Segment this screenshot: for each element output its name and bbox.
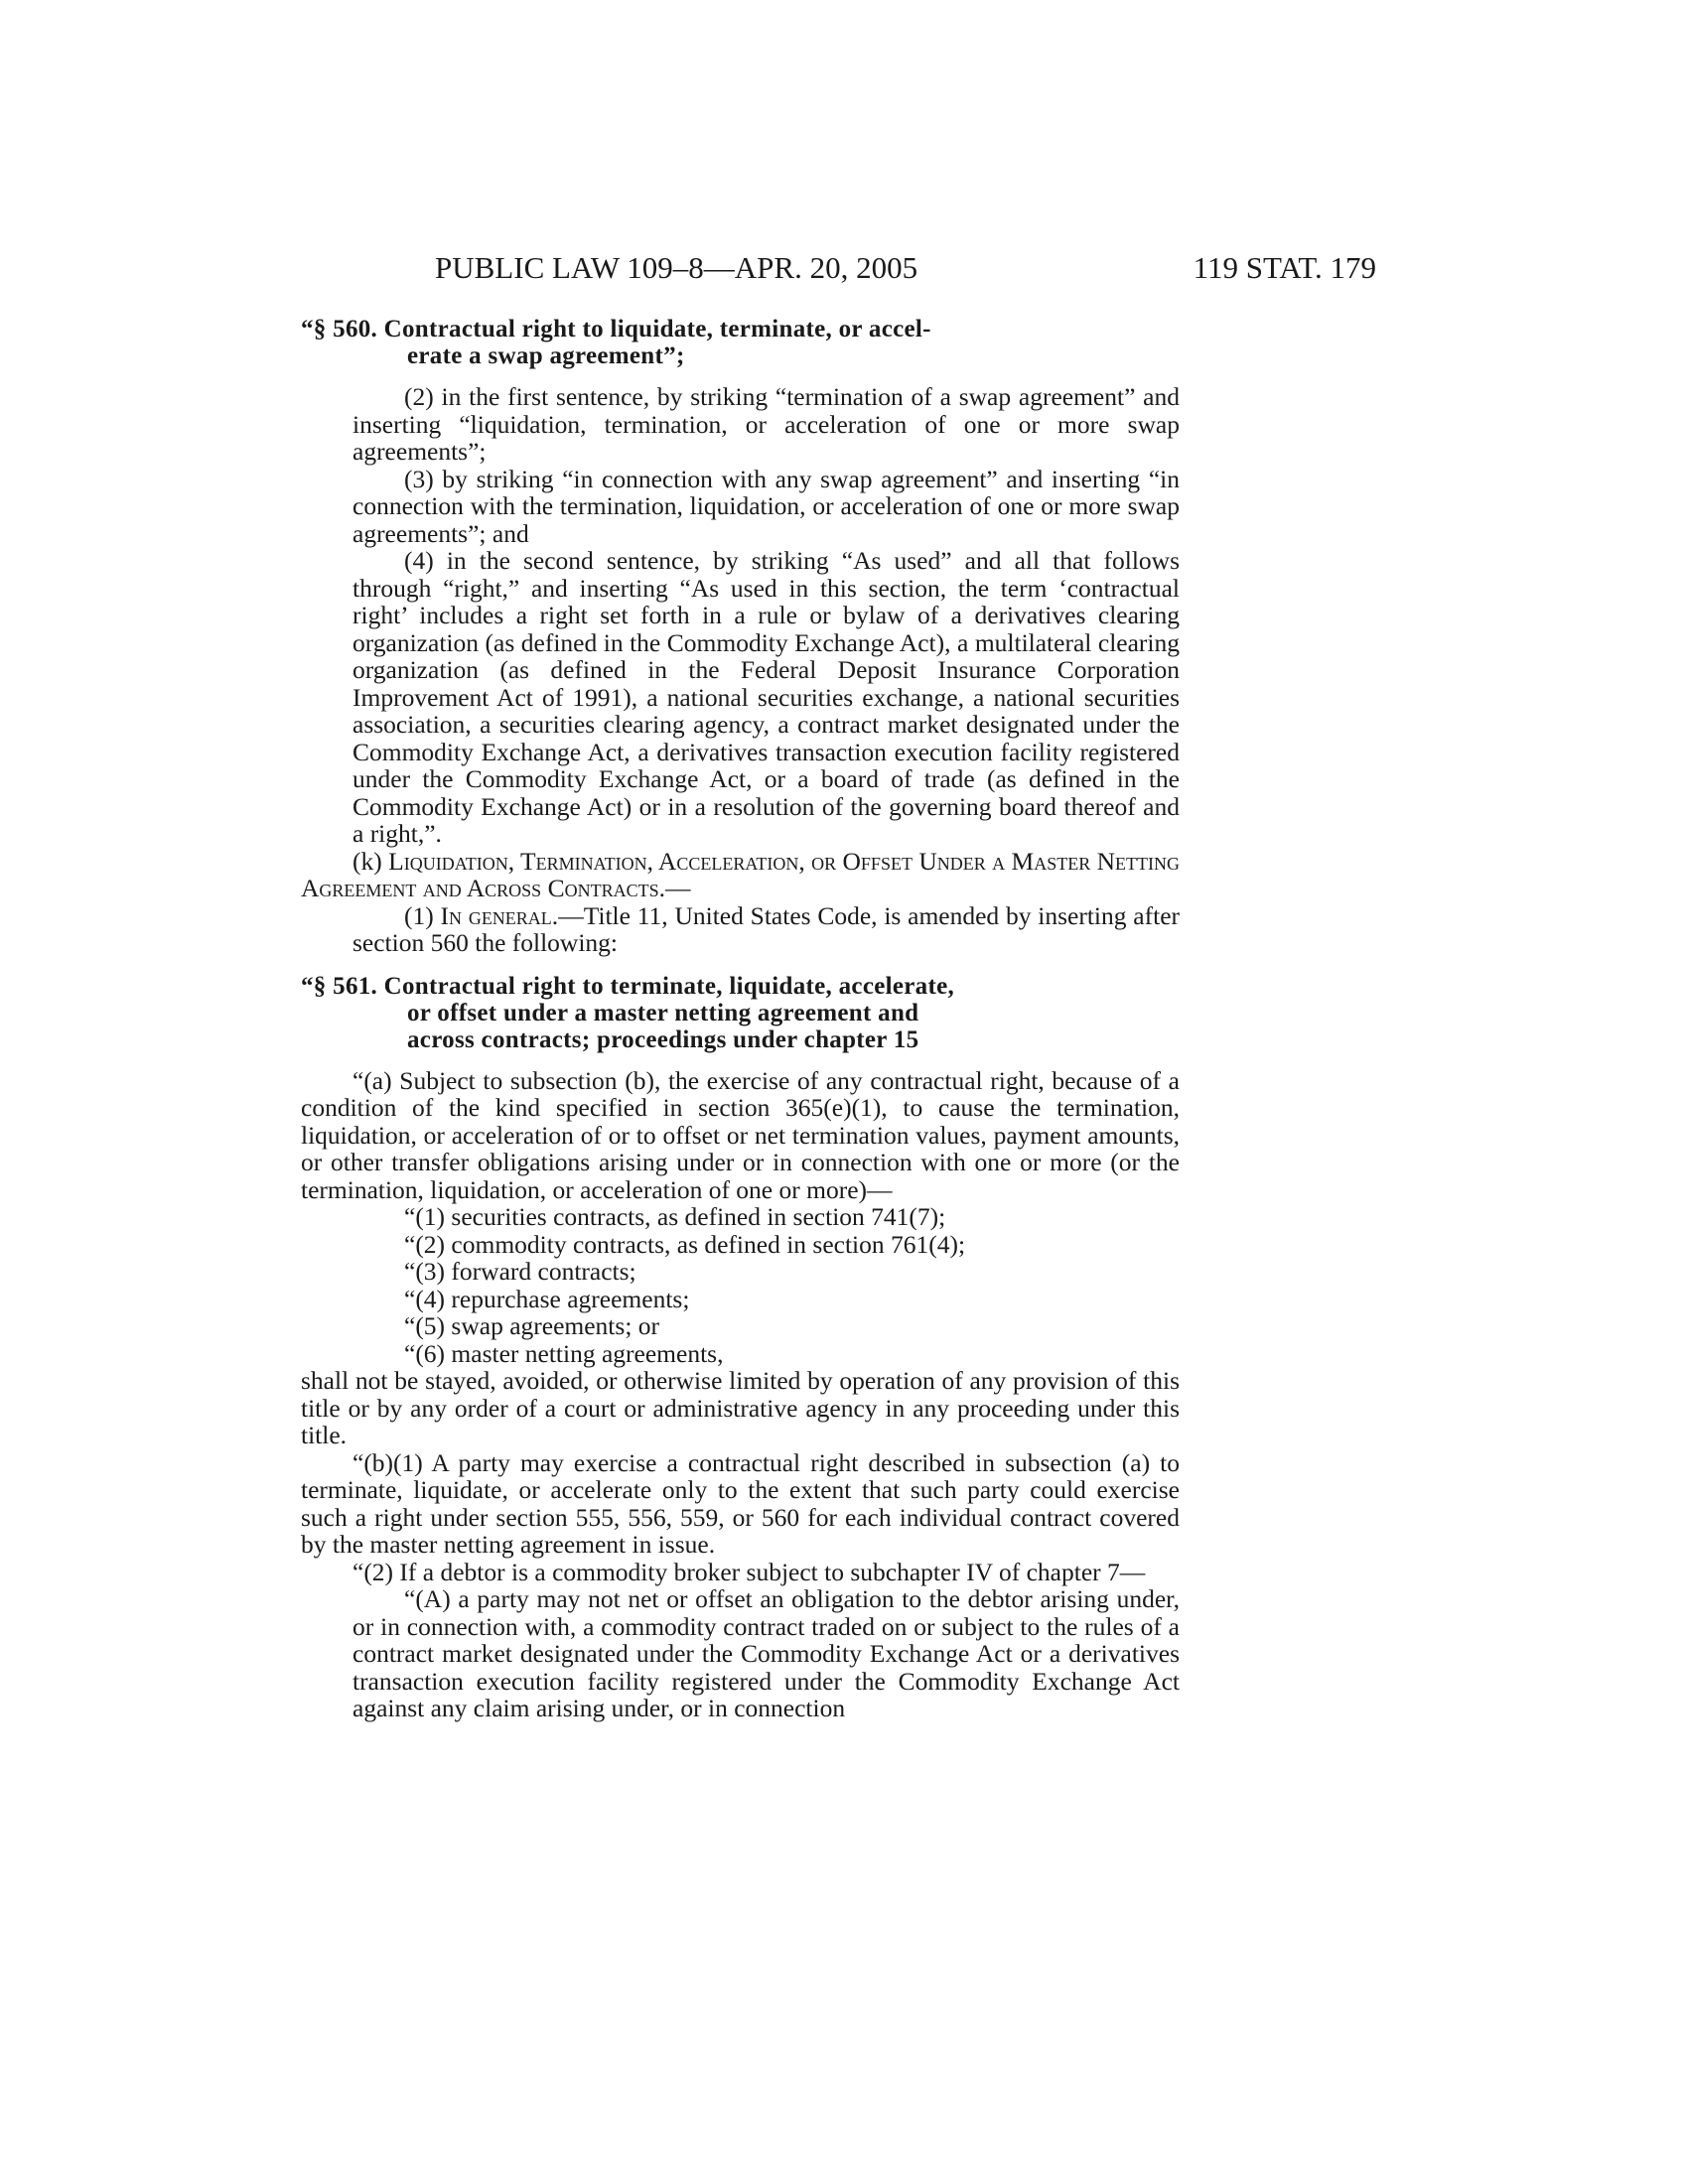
body-column — [301, 316, 1180, 1722]
subsection-b-2-A: “(A) a party may not net or offset an obligation to the debtor arising under, or in connection with, a commodity contract traded on or subject to the rules of a contract market designated under the Commodity Exchange Act or a derivatives transaction execution facility registered under the Commodity Exchange Act against any claim arising under, or in connection — [352, 1584, 1180, 1722]
subsection-k — [301, 848, 1180, 902]
section-560-heading — [301, 316, 1180, 369]
section-560-heading-line1: “§ 560. Contractual right to liquidate, terminate, or accel- — [301, 316, 931, 342]
header-page-number: 119 STAT. 179 — [1193, 250, 1376, 285]
subsection-a-close: shall not be stayed, avoided, or otherwise limited by operation of any provision of this title or by any order of a court or administrative agency in any proceeding under this title. — [301, 1366, 1180, 1449]
subsection-a-intro: “(a) Subject to subsection (b), the exercise of any contractual right, because of a condition of the kind specified in section 365(e)(1), to cause the termination, liquidation, or acceleration of or to offset or net termination values, payment amounts, or other transfer obligations arising under or in connection with one or more (or the termination, liquidation, or acceleration of one or more)— — [301, 1065, 1180, 1204]
list-item-4: “(4) repurchase agreements; — [404, 1284, 690, 1313]
section-561-heading-line1: “§ 561. Contractual right to terminate, liquidate, accelerate, — [301, 972, 955, 1000]
list-item-5: “(5) swap agreements; or — [404, 1311, 660, 1340]
list-item-3: “(3) forward contracts; — [404, 1257, 636, 1286]
subsection-k-label: (k) — [352, 846, 382, 876]
subsection-k-paragraph-1 — [301, 902, 1180, 957]
list-item-2: “(2) commodity contracts, as defined in section 761(4); — [404, 1229, 966, 1259]
subsection-b-2: “(2) If a debtor is a commodity broker subject to subchapter IV of chapter 7— — [352, 1557, 1146, 1586]
subsection-b-1: “(b)(1) A party may exercise a contractual right described in subsection (a) to terminate, liquidate, or accelerate only to the extent that such party could exercise such a right under section 555, 556, 559, or 560 for each individual contract covered by the master netting agreement in issue. — [301, 1447, 1180, 1559]
section-560-heading-line2: erate a swap agreement”; — [407, 342, 685, 369]
list-item-6: “(6) master netting agreements, — [404, 1338, 724, 1368]
section-561-heading-line3: across contracts; proceedings under chapter 15 — [407, 1025, 919, 1053]
list-item-1: “(1) securities contracts, as defined in section 741(7); — [404, 1202, 946, 1231]
paragraph-4: (4) in the second sentence, by striking “As used” and all that follows through “right,” and inserting “As used in this section, the term ‘contractual right’ includes a right set forth in a rule or bylaw of a derivatives clearing organization (as defined in the Commodity Exchange Act), a multilateral clearing organization (as defined in the Federal Deposit Insurance Corporation Improvement Act of 1991), a national securities exchange, a national securities association, a securities clearing agency, a contract market designated under the Commodity Exchange Act, a derivatives transaction execution facility registered under the Commodity Exchange Act, or a board of trade (as defined in the Commodity Exchange Act) or in a resolution of the governing board thereof and a right,”. — [352, 546, 1180, 848]
header-citation: PUBLIC LAW 109–8—APR. 20, 2005 — [435, 250, 918, 285]
section-561-heading-line2: or offset under a master netting agreement and — [407, 999, 919, 1026]
k1-text: —Title 11, United States Code, is amended by inserting after section 560 the following: — [352, 900, 1181, 957]
running-header — [301, 248, 1376, 288]
paragraph-3: (3) by striking “in connection with any swap agreement” and inserting “in connection with the termination, liquidation, or acceleration of one or more swap agreements”; and — [352, 464, 1180, 548]
subsection-k-heading: Liquidation, Termination, Acceleration, or Offset Under a Master Netting Agreement and Across Contracts.— — [301, 846, 1181, 902]
section-561-heading — [301, 973, 1180, 1053]
paragraph-2: (2) in the first sentence, by striking “termination of a swap agreement” and inserting “liquidation, termination, or acceleration of one or more swap agreements”; — [352, 382, 1180, 466]
k1-label: (1) — [404, 900, 434, 930]
k1-heading: In general. — [440, 900, 559, 930]
